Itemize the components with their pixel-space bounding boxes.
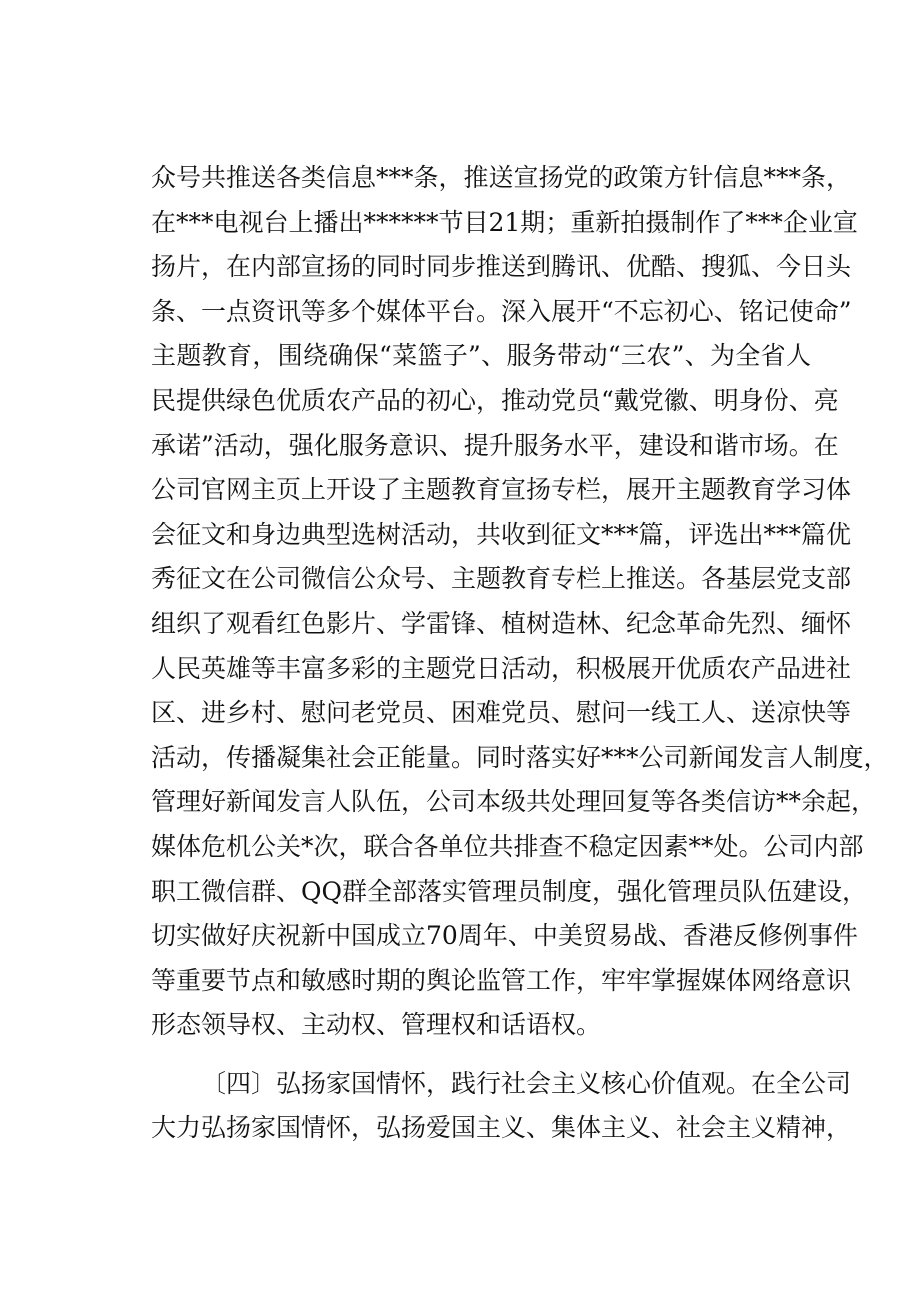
text-line: 区、进乡村、慰问老党员、困难党员、慰问一线工人、送凉快等 [151, 698, 852, 728]
document-body [151, 156, 889, 1151]
text-line: 管理好新闻发言人队伍，公司本级共处理回复等各类信访**余起， [151, 787, 877, 817]
text-line: 承诺”活动，强化服务意识、提升服务水平，建设和谐市场。在 [151, 430, 839, 460]
text-line: 会征文和身边典型选树活动，共收到征文***篇，评选出***篇优 [151, 519, 852, 549]
text-line: 众号共推送各类信息***条，推送宣扬党的政策方针信息***条， [151, 163, 852, 192]
text-line: 组织了观看红色影片、学雷锋、植树造林、纪念革命先烈、缅怀 [151, 608, 852, 638]
paragraph-gap [151, 1048, 811, 1062]
text-line: 扬片，在内部宣扬的同时同步推送到腾讯、优酷、搜狐、今日头 [151, 252, 852, 282]
text-line: 公司官网主页上开设了主题教育宣扬专栏，展开主题教育学习体 [151, 475, 852, 505]
text-line: 在***电视台上播出******节目21期；重新拍摄制作了***企业宣 [151, 207, 858, 237]
text-line: 条、一点资讯等多个媒体平台。深入展开“不忘初心、铭记使命” [151, 296, 852, 326]
text-line: 活动，传播凝集社会正能量。同时落实好***公司新闻发言人制度， [151, 742, 889, 772]
text-line: 民提供绿色优质农产品的初心，推动党员“戴党徽、明身份、亮 [151, 385, 839, 415]
text-line: 秀征文在公司微信公众号、主题教育专栏上推送。各基层党支部 [151, 564, 852, 594]
text-line: 媒体危机公关*次，联合各单位共排查不稳定因素**处。公司内部 [151, 831, 864, 861]
text-line: 切实做好庆祝新中国成立70周年、中美贸易战、香港反修例事件 [151, 921, 858, 951]
text-line: 人民英雄等丰富多彩的主题党日活动，积极展开优质农产品进社 [151, 653, 852, 683]
text-line: 等重要节点和敏感时期的舆论监管工作，牢牢掌握媒体网络意识 [151, 965, 852, 995]
text-line: 大力弘扬家国情怀，弘扬爱国主义、集体主义、社会主义精神， [151, 1113, 852, 1143]
paragraph-end-line: 形态领导权、主动权、管理权和话语权。 [151, 1010, 602, 1040]
text-line: 职工微信群、QQ群全部落实管理员制度，强化管理员队伍建设， [151, 876, 867, 906]
text-line: 主题教育，围绕确保“菜篮子”、服务带动“三农”、为全省人 [151, 341, 811, 371]
section-heading-line: 〔四〕弘扬家国情怀，践行社会主义核心价值观。在全公司 [201, 1068, 852, 1098]
